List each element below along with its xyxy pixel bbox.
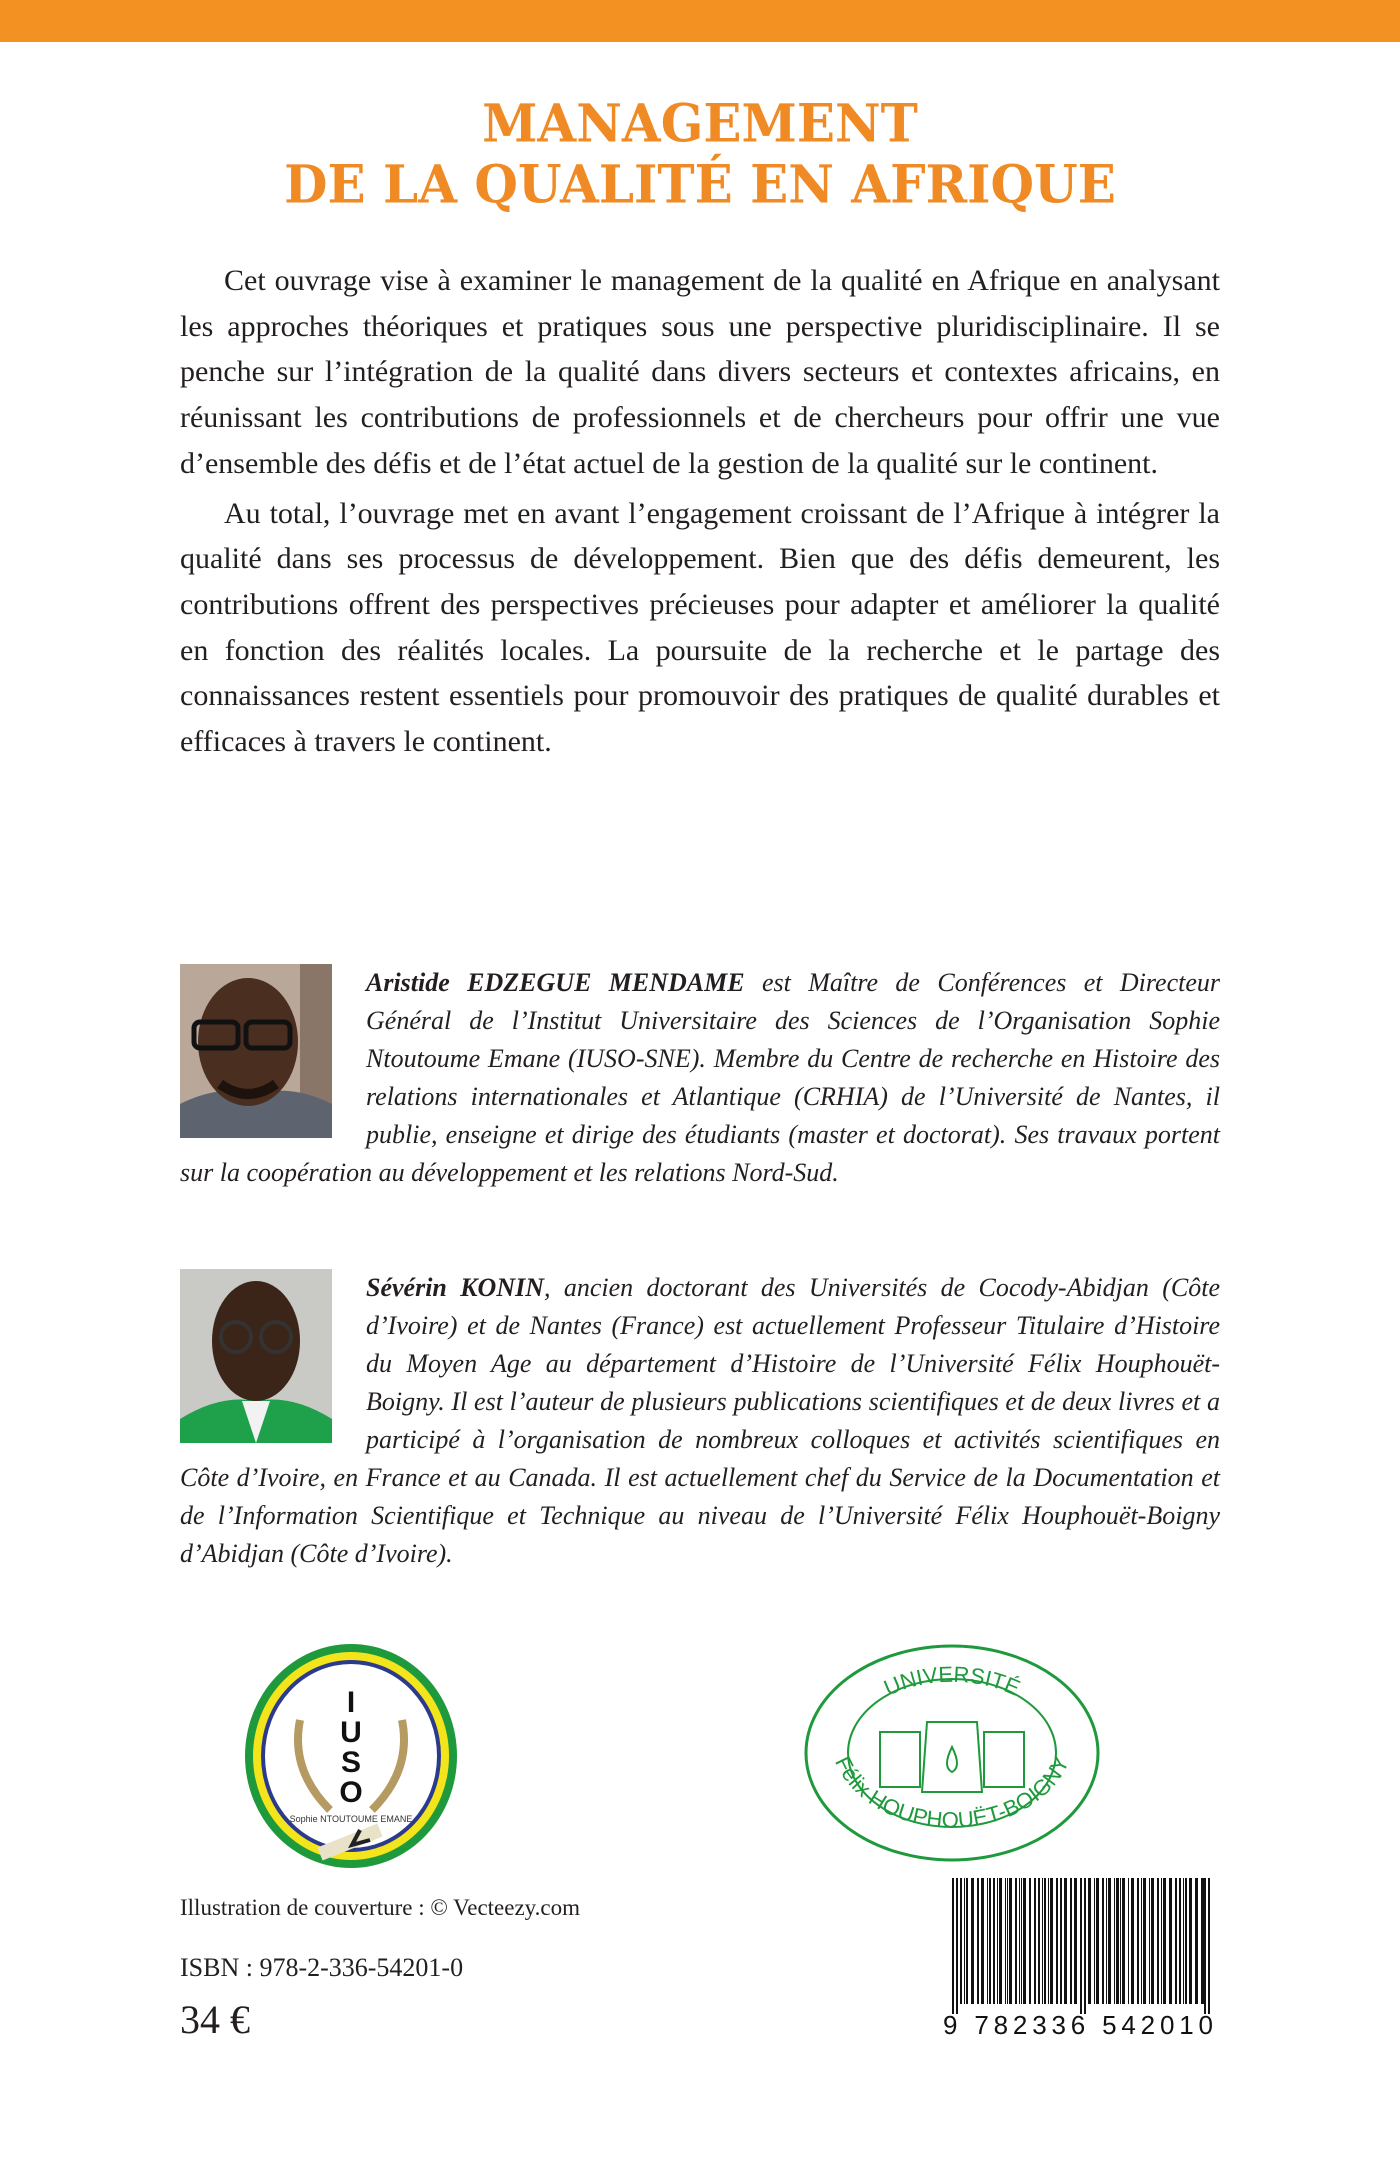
barcode-bar [966, 1878, 968, 2004]
svg-text:UNIVERSITÉ [880, 1662, 1024, 1701]
ufhb-bottom-text: Félix HOUPHOUËT-BOIGNY [830, 1752, 1074, 1833]
barcode-bar [1122, 1878, 1125, 2004]
author-photo [180, 964, 332, 1138]
cover-credit: Illustration de couverture : © Vecteezy.com [180, 1895, 581, 1920]
barcode-bar [1114, 1878, 1115, 2004]
barcode-bar [1029, 1878, 1031, 2004]
title-line-1: MANAGEMENT [482, 92, 918, 154]
barcode-bar [1169, 1878, 1172, 2004]
barcode-bar [1007, 1878, 1008, 2004]
barcode-bar [1084, 1878, 1086, 2014]
barcode-bar [1161, 1878, 1162, 2004]
barcode-bar [1015, 1878, 1017, 2004]
barcode-bar [1056, 1878, 1058, 2004]
barcode-bar [1070, 1878, 1072, 2004]
top-accent-bar [0, 0, 1400, 42]
summary-paragraph: Au total, l’ouvrage met en avant l’engagement croissant de l’Afrique à intégrer la qualité dans ses processus de développement. Bien que des défis demeurent, les contributions offrent des perspectives précieuses pour adapter et améliorer la qualité en fonction des réalités locales. La poursuite de la recherche et le partage des connaissances restent essentiels pour promouvoir des pratiques de qualité durables et efficaces à travers le continent. [180, 496, 1220, 759]
barcode-bar [964, 1878, 965, 2004]
barcode-bar [999, 1878, 1002, 2004]
barcode-bar [1023, 1878, 1026, 2004]
barcode-bar [956, 1878, 958, 2014]
barcode-bar [960, 1878, 962, 2004]
iuso-subtitle: Sophie NTOUTOUME EMANE [289, 1814, 413, 1824]
barcode-bar [1019, 1878, 1020, 2004]
barcode-bar [971, 1878, 974, 2004]
barcode-bar [977, 1878, 979, 2004]
barcode-bar [1179, 1878, 1181, 2004]
barcode-bar [1149, 1878, 1150, 2004]
author-bio-text: est Maître de Conférences et Directeur Général de l’Institut Universitaire des Sciences de l’Organisation Sophie Ntoutoume Emane (IUSO-SNE). Membre du Centre de recherche en Histoire des relations internationales et Atlantique (CRHIA) de l’Université de Nantes, il publie, enseigne et dirige des étudiants (master et doctorat). Ses travaux portent sur la coopération au développement et les relations Nord-Sud. [180, 968, 1220, 1187]
barcode-bar [1064, 1878, 1067, 2004]
barcode-bar [1096, 1878, 1099, 2004]
barcode-digits: 9 782336 542010 [943, 2010, 1213, 2038]
barcode-bar [1183, 1878, 1184, 2004]
barcode-bar [997, 1878, 998, 2004]
author-bio [180, 1269, 1220, 1573]
barcode-bar [1048, 1878, 1049, 2004]
barcode-bar [981, 1878, 984, 2004]
barcode-bar [1137, 1878, 1139, 2004]
barcode-bar [993, 1878, 995, 2004]
barcode-bar [1102, 1878, 1104, 2004]
barcode-bar [1157, 1878, 1159, 2004]
barcode-bar [1208, 1878, 1210, 2014]
barcode-bar [1005, 1878, 1006, 2004]
barcode-bar [1175, 1878, 1177, 2004]
barcode-bar [1131, 1878, 1134, 2004]
barcode-bar [989, 1878, 991, 2004]
book-title [0, 93, 1400, 215]
barcode-bar [1060, 1878, 1062, 2004]
barcode-bar [1050, 1878, 1053, 2004]
author-bio-text: , ancien doctorant des Universités de Cocody-Abidjan (Côte d’Ivoire) et de Nantes (France) est actuellement Professeur Titulaire d’Histoire du Moyen Age au département d’Histoire de l’Université Félix Houphouët-Boigny. Il est l’auteur de plusieurs publications scientifiques et de deux livres et a participé à l’organisation de nombreux colloques et activités scientifiques en Côte d’Ivoire, en France et au Canada. Il est actuellement chef du Service de la Documentation et de l’Information Scientifique et Technique au niveau de l’Université Félix Houphouët-Boigny d’Abidjan (Côte d’Ivoire). [180, 1273, 1220, 1568]
barcode-bar [1120, 1878, 1121, 2004]
barcode-bar [1151, 1878, 1154, 2004]
barcode-bar [952, 1878, 954, 2014]
barcode-bar [1141, 1878, 1142, 2004]
barcode-bar [1195, 1878, 1198, 2004]
svg-text:I: I [346, 1686, 356, 1719]
barcode-bar [1038, 1878, 1040, 2004]
svg-text:O: O [339, 1776, 363, 1809]
barcode-bar [1009, 1878, 1012, 2004]
barcode-bar [1044, 1878, 1046, 2004]
barcode-bar [1189, 1878, 1192, 2004]
barcode-bar [1106, 1878, 1107, 2004]
author-bio [180, 964, 1220, 1192]
barcode-bar [987, 1878, 988, 2004]
barcode-bar [1074, 1878, 1077, 2004]
barcode-bar [1116, 1878, 1119, 2004]
barcode-bar [1080, 1878, 1082, 2014]
isbn: ISBN : 978-2-336-54201-0 [180, 1953, 464, 1982]
author-name: Aristide EDZEGUE MENDAME [366, 968, 745, 997]
isbn-barcode [938, 1878, 1220, 2038]
book-summary [180, 258, 1220, 769]
barcode-bar [1094, 1878, 1095, 2004]
author-photo [180, 1269, 332, 1443]
ufhb-top-text: UNIVERSITÉ [880, 1661, 1024, 1701]
author-name: Sévérin KONIN [366, 1273, 544, 1302]
barcode-bar [1143, 1878, 1146, 2004]
barcode-bar [1042, 1878, 1043, 2004]
barcode-bar [1204, 1878, 1206, 2014]
barcode-bar [1021, 1878, 1022, 2004]
barcode-bar [1108, 1878, 1111, 2004]
iuso-logo [240, 1640, 462, 1872]
price: 34 € [180, 1997, 250, 2042]
barcode-bar [1163, 1878, 1166, 2004]
svg-text:U: U [340, 1716, 362, 1749]
svg-text:S: S [340, 1746, 362, 1779]
barcode-bar [1128, 1878, 1129, 2004]
title-line-2: DE LA QUALITÉ EN AFRIQUE [284, 152, 1116, 215]
barcode-bar [1201, 1878, 1204, 2004]
barcode-bar [1088, 1878, 1091, 2004]
barcode-bar [1185, 1878, 1187, 2004]
summary-paragraph: Cet ouvrage vise à examiner le management de la qualité en Afrique en analysant les approches théoriques et pratiques sous une perspective pluridisciplinaire. Il se penche sur l’intégration de la qualité dans divers secteurs et contextes africains, en réunissant les contributions de professionnels et de chercheurs pour offrir une vue d’ensemble des défis et de l’état actuel de la gestion de la qualité sur le continent. [180, 264, 1220, 480]
ufhb-logo [802, 1642, 1102, 1864]
barcode-bar [1034, 1878, 1036, 2004]
